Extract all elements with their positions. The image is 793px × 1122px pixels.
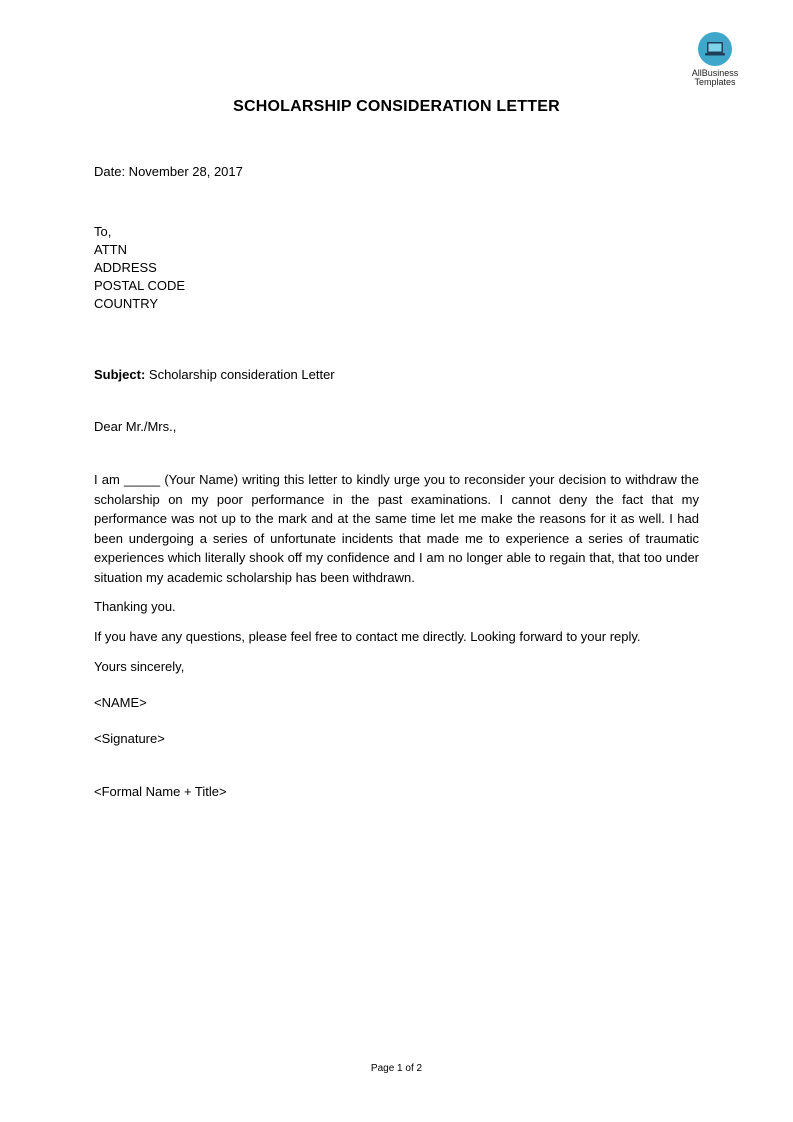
address-to: To, bbox=[94, 224, 112, 239]
signature-placeholder: <Signature> bbox=[94, 731, 165, 746]
letter-title: SCHOLARSHIP CONSIDERATION LETTER bbox=[233, 98, 560, 115]
logo-text-line2: Templates bbox=[694, 77, 736, 87]
formal-name-placeholder: <Formal Name + Title> bbox=[94, 784, 227, 799]
laptop-icon bbox=[698, 32, 732, 66]
questions-line: If you have any questions, please feel free to contact me directly. Looking forward to your reply. bbox=[94, 629, 641, 644]
salutation: Dear Mr./Mrs., bbox=[94, 419, 177, 434]
address-country: COUNTRY bbox=[94, 296, 159, 311]
address-postal-code: POSTAL CODE bbox=[94, 278, 186, 293]
logo-text-line1: AllBusiness bbox=[691, 68, 739, 78]
subject-line bbox=[94, 366, 335, 384]
address-line: ADDRESS bbox=[94, 260, 157, 275]
closing-line: Yours sincerely, bbox=[94, 659, 185, 674]
brand-logo bbox=[684, 32, 746, 87]
address-attn: ATTN bbox=[94, 242, 127, 257]
body-paragraph: I am _____ (Your Name) writing this letter to kindly urge you to reconsider your decision to withdraw the scholarship on my poor performance in the past examinations. I cannot deny the fact that my performance was not up to the mark and at the same time let me make the reasons for it as well. I had been undergoing a series of unfortunate incidents that made me to experience a series of traumatic experiences which literally shook off my confidence and I am no longer able to regain that, that too under situation my academic scholarship has been withdrawn. bbox=[94, 472, 699, 585]
subject-label: Subject: bbox=[94, 367, 146, 382]
recipient-address bbox=[94, 223, 185, 313]
subject-text: Scholarship consideration Letter bbox=[145, 367, 335, 382]
letter-date: Date: November 28, 2017 bbox=[94, 164, 243, 179]
page-number: Page 1 of 2 bbox=[370, 1063, 423, 1074]
thanks-line: Thanking you. bbox=[94, 599, 176, 614]
name-placeholder: <NAME> bbox=[94, 695, 147, 710]
